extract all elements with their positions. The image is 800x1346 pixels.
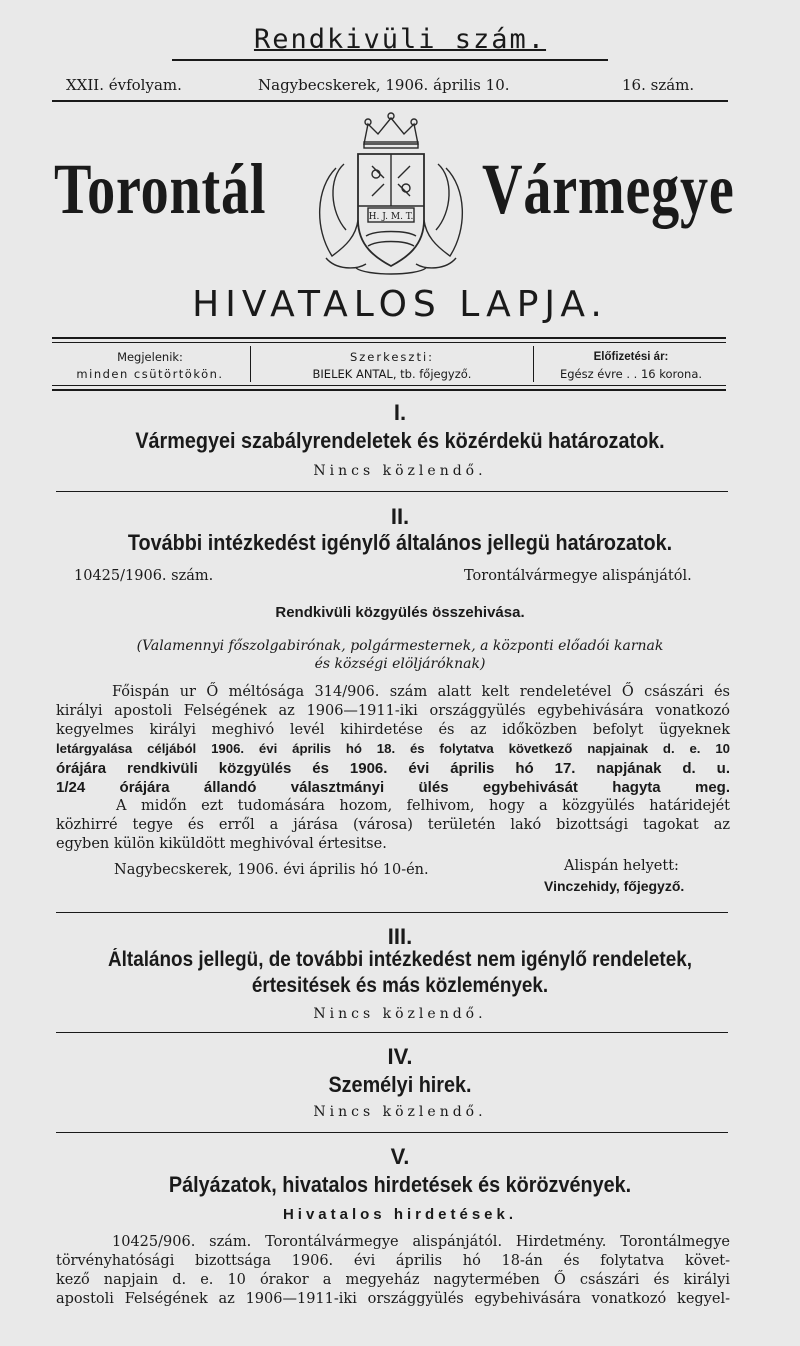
volume-label: XXII. évfolyam. xyxy=(66,76,182,94)
price-value: Egész évre . . 16 korona. xyxy=(559,367,703,381)
section-4-title: Személyi hirek. xyxy=(328,1072,472,1097)
issue-number: 16. szám. xyxy=(622,76,695,94)
section-1-rule xyxy=(56,491,728,492)
section-5-numeral: V. xyxy=(390,1144,410,1169)
section-3-title-1: Általános jellegü, de további intézkedést nem igénylő rendeletek, xyxy=(108,948,692,971)
masthead-subtitle: HIVATALOS LAPJA. xyxy=(192,284,608,325)
editor-block xyxy=(256,349,528,383)
section-4-numeral: IV. xyxy=(387,1044,413,1069)
published-value: minden csütörtökön. xyxy=(76,367,224,381)
section-1-note: Nincs közlendő. xyxy=(313,463,487,479)
section-3-note: Nincs közlendő. xyxy=(313,1006,487,1022)
section-3-title-2: értesitések és más közlemények. xyxy=(251,974,549,997)
info-rule-bottom xyxy=(52,389,726,391)
section-2-addressee-2: és községi elöljáróknak) xyxy=(314,656,486,672)
section-3-numeral: III. xyxy=(387,924,413,949)
crest-text: H. J. M. T. xyxy=(368,212,414,222)
place-date: Nagybecskerek, 1906. április 10. xyxy=(258,76,510,94)
section-2-body-line: órájára rendkivüli közgyülés és 1906. évi április hó 17. napjának d. u. xyxy=(56,760,730,777)
section-2-numeral: II. xyxy=(390,504,410,529)
section-2-body-line: letárgyalása céljából 1906. évi április hó 18. és folytatva következő napjainak d. e. 10 xyxy=(56,741,730,756)
section-5-body-line: kező napjain d. e. 10 órakor a megyeház nagytermében Ő császári és királyi xyxy=(56,1272,730,1288)
price-block xyxy=(538,349,724,383)
section-2-body-line: 1/24 órájára állandó választmányi ülés egybehivását hagyta meg. xyxy=(56,779,730,796)
section-4-rule xyxy=(56,1132,728,1133)
published-block xyxy=(56,349,244,383)
extra-issue-label: Rendkivüli szám. xyxy=(253,24,547,55)
section-2-heading: Rendkivüli közgyülés összehivása. xyxy=(275,604,525,621)
coat-of-arms-icon xyxy=(306,108,476,280)
section-2-ref-from: Torontálvármegye alispánjától. xyxy=(464,568,692,584)
price-label: Előfizetési ár: xyxy=(593,351,669,363)
info-divider-2 xyxy=(533,346,534,382)
editor-label: Szerkeszti: xyxy=(349,350,435,364)
section-2-body-line: Főispán ur Ő méltósága 314/906. szám alatt kelt rendeletével Ő császári és xyxy=(112,684,730,700)
section-2-body-line: közhirré tegye és erről a járása (városa) területén lakó bizottsági tagokat az xyxy=(56,817,730,833)
editor-value: BIELEK ANTAL, tb. főjegyző. xyxy=(312,367,472,381)
info-rule-top-thin xyxy=(52,342,726,343)
section-5-subtitle: Hivatalos hirdetések. xyxy=(282,1206,518,1223)
signature-place: Nagybecskerek, 1906. évi április hó 10-én. xyxy=(114,862,429,878)
section-2-body-line: királyi apostoli Felségének az 1906—1911-iki országgyülés egybehivására vonatkozó xyxy=(56,703,730,719)
section-2-rule xyxy=(56,912,728,913)
section-5-body-line: törvényhatósági bizottsága 1906. évi április hó 18-án és folytatva követ- xyxy=(56,1253,730,1269)
section-5-title: Pályázatok, hivatalos hirdetések és körözvények. xyxy=(168,1172,632,1197)
section-2-addressee-1: (Valamennyi főszolgabirónak, polgármesternek, a központi előadói karnak xyxy=(136,638,664,654)
signature-name: Vinczehidy, főjegyző. xyxy=(544,878,685,894)
section-1-numeral: I. xyxy=(393,400,407,425)
section-4-note: Nincs közlendő. xyxy=(313,1104,487,1120)
info-rule-top xyxy=(52,337,726,339)
published-label: Megjelenik: xyxy=(117,350,183,364)
section-1-title: Vármegyei szabályrendeletek és közérdekü határozatok. xyxy=(135,428,665,453)
header-rule-short xyxy=(172,59,608,61)
section-5-body-line: apostoli Felségének az 1906—1911-iki országgyülés egybehivására vonatkozó kegyel- xyxy=(56,1291,730,1307)
signature-role: Alispán helyett: xyxy=(564,858,679,874)
section-5-body-line: 10425/906. szám. Torontálvármegye alispánjától. Hirdetmény. Torontálmegye xyxy=(112,1234,730,1250)
header-rule xyxy=(52,100,728,102)
info-divider-1 xyxy=(250,346,251,382)
info-rule-bottom-thin xyxy=(52,385,726,386)
section-2-body-line: egyben külön kiküldött meghivóval értesitse. xyxy=(56,836,387,852)
section-2-ref-no: 10425/1906. szám. xyxy=(74,568,214,584)
section-2-body-line: kegyelmes királyi meghivó levél kihirdetése és az időközben befolyt ügyeknek xyxy=(56,722,730,738)
masthead-title-right: Vármegye xyxy=(482,149,735,229)
section-2-body-line: A midőn ezt tudomására hozom, felhivom, hogy a közgyülés határidejét xyxy=(116,798,730,814)
section-2-title: További intézkedést igénylő általános jellegü határozatok. xyxy=(127,530,673,555)
masthead-title-left: Torontál xyxy=(54,149,267,229)
section-3-rule xyxy=(56,1032,728,1033)
